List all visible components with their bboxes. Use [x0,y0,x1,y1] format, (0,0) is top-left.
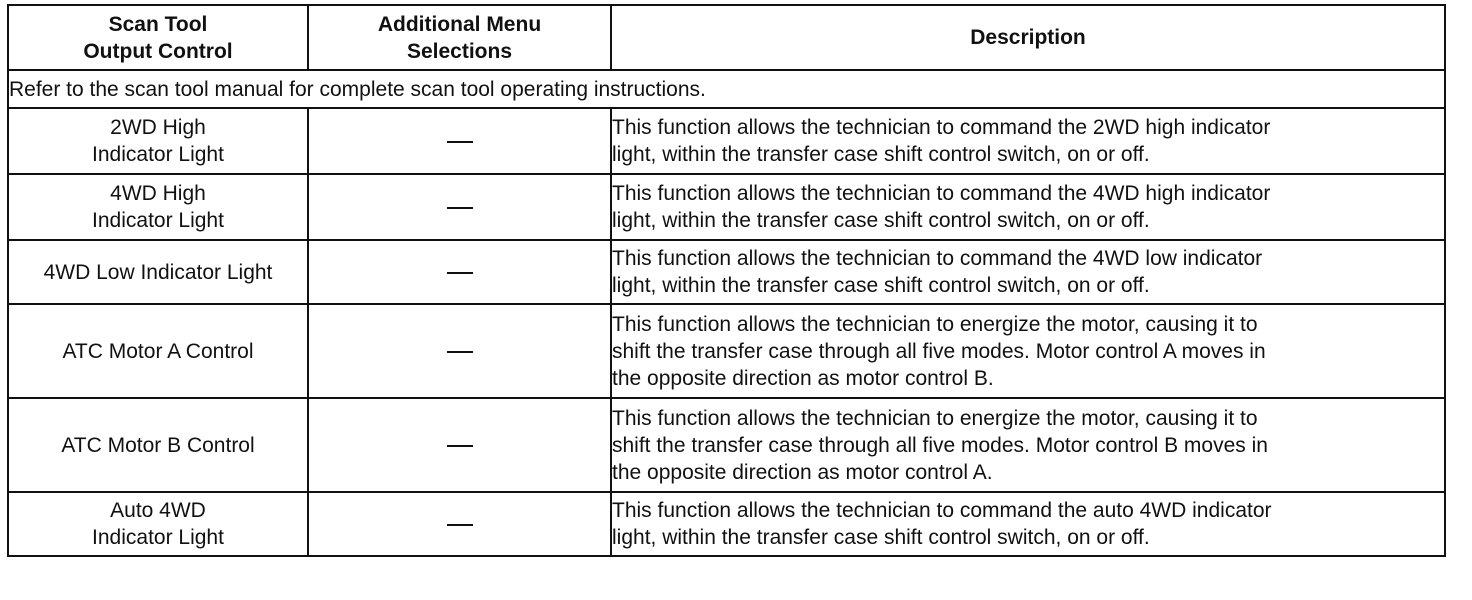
menu-selection-cell [308,240,611,304]
description-line: This function allows the technician to command the 4WD high indicator [612,182,1271,205]
header-scan-tool-output-control [8,5,308,70]
menu-selection-cell [308,398,611,492]
control-line: 4WD Low Indicator Light [43,260,273,284]
output-control-cell [8,174,308,240]
header-row [8,5,1445,70]
menu-selection-cell [308,108,611,174]
header-menu-line1: Additional Menu [377,12,542,36]
description-line: shift the transfer case through all five modes. Motor control B moves in [612,433,1268,457]
control-line: ATC Motor B Control [61,433,255,457]
header-control-line1: Scan Tool [108,12,208,36]
description-line: shift the transfer case through all five modes. Motor control A moves in [612,339,1266,363]
description-line: This function allows the technician to energize the motor, causing it to [612,406,1258,430]
dash-icon [447,207,473,209]
control-line: Indicator Light [92,143,224,166]
header-description [611,5,1445,70]
output-control-cell [8,492,308,556]
control-line: Indicator Light [92,209,224,232]
header-description-label: Description [970,26,1086,49]
description-line: light, within the transfer case shift control switch, on or off. [612,143,1150,166]
menu-selection-cell [308,174,611,240]
menu-selection-cell [308,304,611,398]
control-line: Indicator Light [92,526,224,549]
description-cell [611,398,1445,492]
output-control-cell [8,240,308,304]
output-control-cell [8,398,308,492]
description-line: This function allows the technician to energize the motor, causing it to [612,312,1258,336]
description-line: This function allows the technician to command the 2WD high indicator [612,116,1271,139]
table-row [8,398,1445,492]
header-menu-line2: Selections [406,39,513,63]
note-row [8,70,1445,108]
description-line: This function allows the technician to command the auto 4WD indicator [612,499,1272,522]
table-row [8,492,1445,556]
note-text: Refer to the scan tool manual for complete scan tool operating instructions. [8,70,1445,108]
control-line: ATC Motor A Control [62,339,254,363]
scan-tool-output-control-table [7,4,1446,557]
control-line: 2WD High [110,116,206,139]
dash-icon [447,351,473,353]
table-row [8,108,1445,174]
description-cell [611,174,1445,240]
description-line: light, within the transfer case shift control switch, on or off. [612,209,1150,232]
description-line: light, within the transfer case shift control switch, on or off. [612,274,1150,297]
dash-icon [447,445,473,447]
table-row [8,174,1445,240]
description-line: the opposite direction as motor control A. [612,460,993,484]
header-control-line2: Output Control [83,39,233,63]
control-line: 4WD High [110,182,206,205]
description-cell [611,304,1445,398]
output-control-cell [8,108,308,174]
description-line: This function allows the technician to command the 4WD low indicator [612,247,1263,270]
table-row [8,240,1445,304]
output-control-cell [8,304,308,398]
table-row [8,304,1445,398]
description-cell [611,240,1445,304]
description-cell [611,492,1445,556]
menu-selection-cell [308,492,611,556]
header-additional-menu-selections [308,5,611,70]
description-cell [611,108,1445,174]
dash-icon [447,141,473,143]
dash-icon [447,272,473,274]
control-line: Auto 4WD [110,499,206,522]
description-line: light, within the transfer case shift control switch, on or off. [612,526,1150,549]
description-line: the opposite direction as motor control B. [612,366,994,390]
dash-icon [447,524,473,526]
